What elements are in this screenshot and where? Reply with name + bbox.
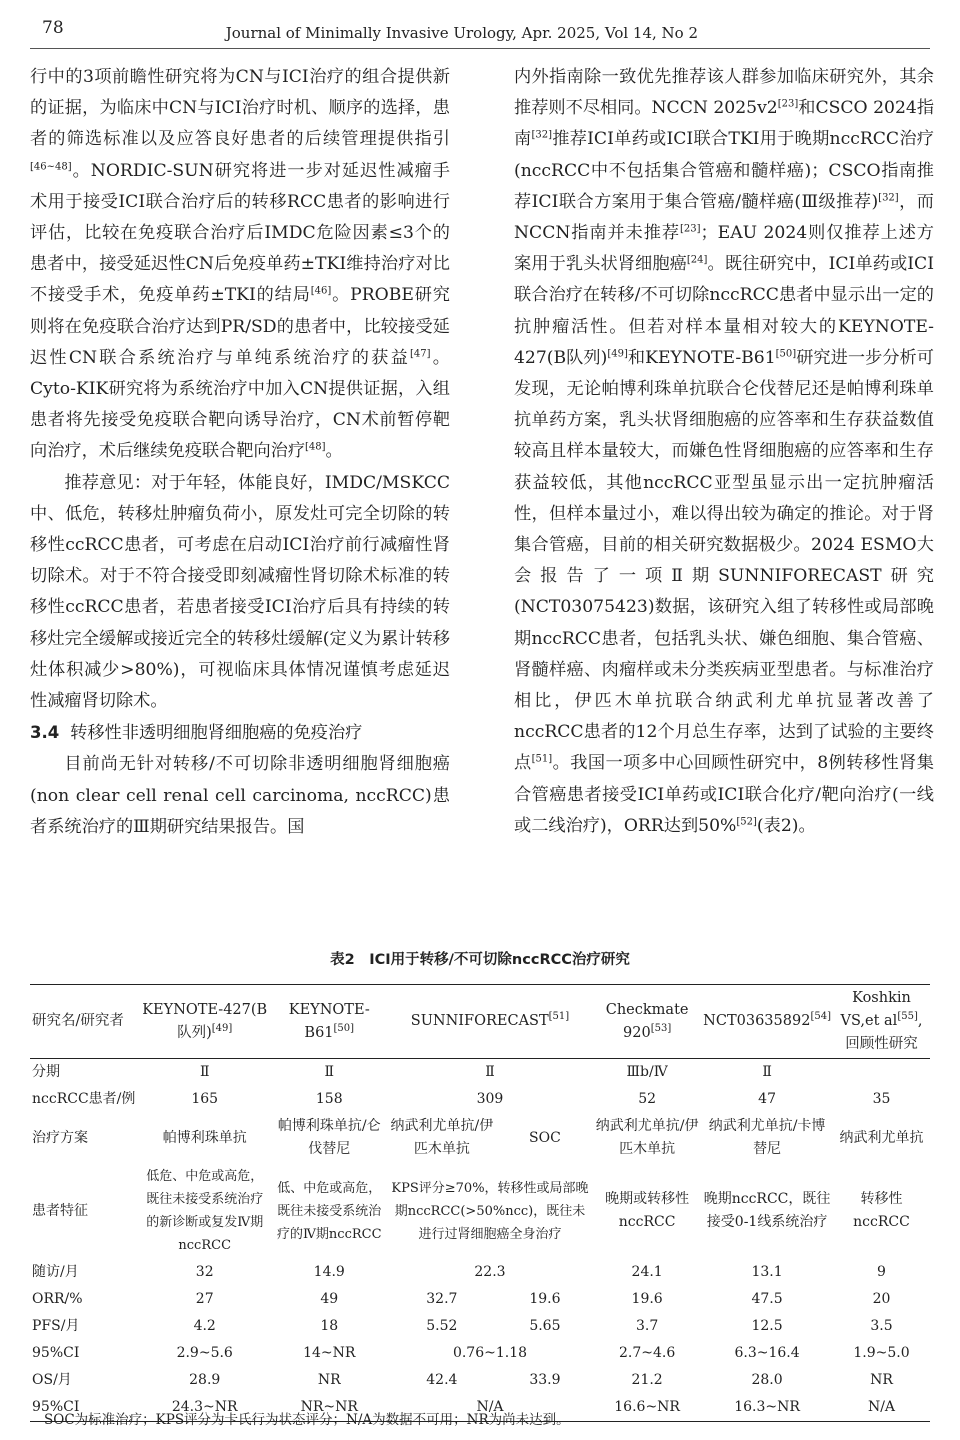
table-row: 分期 Ⅱ Ⅱ Ⅱ Ⅲb/Ⅳ Ⅱ (32, 1064, 772, 1080)
table-caption: 表2 ICI用于转移/不可切除nccRCC治疗研究 (330, 952, 630, 968)
table-row: 95%CI 24.3~NR NR~NR N/A 16.6~NR 16.3~NR N/A (30, 1394, 930, 1422)
journal-title: Journal of Minimally Invasive Urology, Apr. 2025, Vol 14, No 2 (225, 24, 698, 42)
studies-table (30, 984, 930, 1422)
table-row: PFS/月 4.2 18 5.52 5.65 3.7 12.5 3.5 (32, 1318, 893, 1334)
paragraph-guidelines: 内外指南除一致优先推荐该人群参加临床研究外，其余推荐则不尽相同。NCCN 2025v2[23]和CSCO 2024指南[32]推荐ICI单药或ICI联合TKI用于晚期nccRCC治疗(nccRCC中不包括集合管癌和髓样癌)；CSCO指南推荐ICI联合方案用于集合管癌/髓样癌(Ⅲ级推荐)[32]，而NCCN指南并未推荐[23]；EAU 2024则仅推荐上述方案用于乳头状肾细胞癌[24]。既往研究中，ICI单药或ICI联合治疗在转移/不可切除nccRCC患者中显示出一定的抗肿瘤活性。但若对样本量相对较大的KEYNOTE-427(B队列)[49]和KEYNOTE-B61[50]研究进一步分析可发现，无论帕博利珠单抗联合仑伐替尼还是帕博利珠单抗单药方案，乳头状肾细胞癌的应答率和生存获益数值较高且样本量较大，而嫌色性肾细胞癌的应答率和生存获益较低，其他nccRCC亚型虽显示出一定抗肿瘤活性，但样本量过小，难以得出较为确定的推论。对于肾集合管癌，目前的相关研究数据极少。2024 ESMO大会报告了一项Ⅱ期SUNNIFORECAST研究(NCT03075423)数据，该研究入组了转移性或局部晚期nccRCC患者，包括乳头状、嫌色细胞、集合管癌、肾髓样癌、肉瘤样或未分类疾病亚型患者。与标准治疗相比，伊匹木单抗联合纳武利尤单抗显著改善了nccRCC患者的12个月总生存率，达到了试验的主要终点[51]。我国一项多中心回顾性研究中，8例转移性肾集合管癌患者接受ICI单药或ICI联合化疗/靶向治疗(一线或二线治疗)，ORR达到50%[52](表2)。 (514, 67, 935, 836)
table-row: nccRCC患者/例 165 158 309 52 47 35 (32, 1091, 891, 1107)
table-row: 随访/月 32 14.9 22.3 24.1 13.1 9 (32, 1264, 886, 1280)
right-column (514, 62, 934, 842)
table-row: ORR/% 27 49 32.7 19.6 19.6 47.5 20 (32, 1291, 891, 1307)
left-column (30, 62, 450, 843)
table-header-row: 研究名/研究者 KEYNOTE-427(B队列)[49] KEYNOTE-B61[50] SUNNIFORECAST[51] Checkmate 920[53] NCT03635892[54] Koshkin VS,et al[55],回顾性研究 (30, 985, 930, 1059)
table-row: 95%CI 2.9~5.6 14~NR 0.76~1.18 2.7~4.6 6.3~16.4 1.9~5.0 (32, 1345, 910, 1361)
table-row: OS/月 28.9 NR 42.4 33.9 21.2 28.0 NR (32, 1372, 893, 1388)
paragraph-recommendation: 推荐意见：对于年轻，体能良好，IMDC/MSKCC中、低危，转移灶肿瘤负荷小，原发灶可完全切除的转移性ccRCC患者，可考虑在启动ICI治疗前行减瘤性肾切除术。对于不符合接受即刻减瘤性肾切除术标准的转移性ccRCC患者，若患者接受ICI治疗后具有持续的转移灶完全缓解或接近完全的转移灶缓解(定义为累计转移灶体积减少>80%)，可视临床具体情况谨慎考虑延迟性减瘤肾切除术。 (30, 472, 450, 712)
page-number: 78 (42, 18, 64, 38)
table-row: 治疗方案 帕博利珠单抗 帕博利珠单抗/仑伐替尼 纳武利尤单抗/伊匹木单抗 SOC 纳武利尤单抗/伊匹木单抗 纳武利尤单抗/卡博替尼 纳武利尤单抗 (32, 1118, 924, 1157)
paragraph-prospective-studies: 行中的3项前瞻性研究将为CN与ICI治疗的组合提供新的证据，为临床中CN与ICI治疗时机、顺序的选择，患者的筛选标准以及应答良好患者的后续管理提供指引[46~48]。NORDIC-SUN研究将进一步对延迟性减瘤手术用于接受ICI联合治疗后的转移RCC患者的影响进行评估，比较在免疫联合治疗后IMDC危险因素≤3个的患者中，接受延迟性CN后免疫单药±TKI维持治疗对比不接受手术，免疫单药±TKI的结局[46]。PROBE研究则将在免疫联合治疗达到PR/SD的患者中，比较接受延迟性CN联合系统治疗与单纯系统治疗的获益[47]。Cyto-KIK研究将为系统治疗中加入CN提供证据，入组患者将先接受免疫联合靶向诱导治疗，CN术前暂停靶向治疗，术后继续免疫联合靶向治疗[48]。 (30, 67, 450, 462)
table-footnote: SOC为标准治疗；KPS评分为卡氏行为状态评分；N/A为数据不可用；NR为尚未达到。 (44, 1412, 570, 1428)
page-header (30, 14, 930, 49)
section-heading: 3.4 转移性非透明细胞肾细胞癌的免疫治疗 (30, 723, 363, 744)
paragraph-nccrcc-intro: 目前尚无针对转移/不可切除非透明细胞肾细胞癌(non clear cell renal cell carcinoma, nccRCC)患者系统治疗的Ⅲ期研究结果报告。国 (30, 754, 450, 837)
table-row: 患者特征 低危、中危或高危，既往未接受系统治疗的新诊断或复发Ⅳ期nccRCC 低、中危或高危，既往未接受系统治疗的Ⅳ期nccRCC KPS评分≥70%，转移性或局部晚期nccRCC(>50%ncc)，既往未进行过肾细胞癌全身治疗 晚期或转移性nccRCC 晚期nccRCC，既往接受0-1线系统治疗 转移性nccRCC (32, 1169, 910, 1253)
